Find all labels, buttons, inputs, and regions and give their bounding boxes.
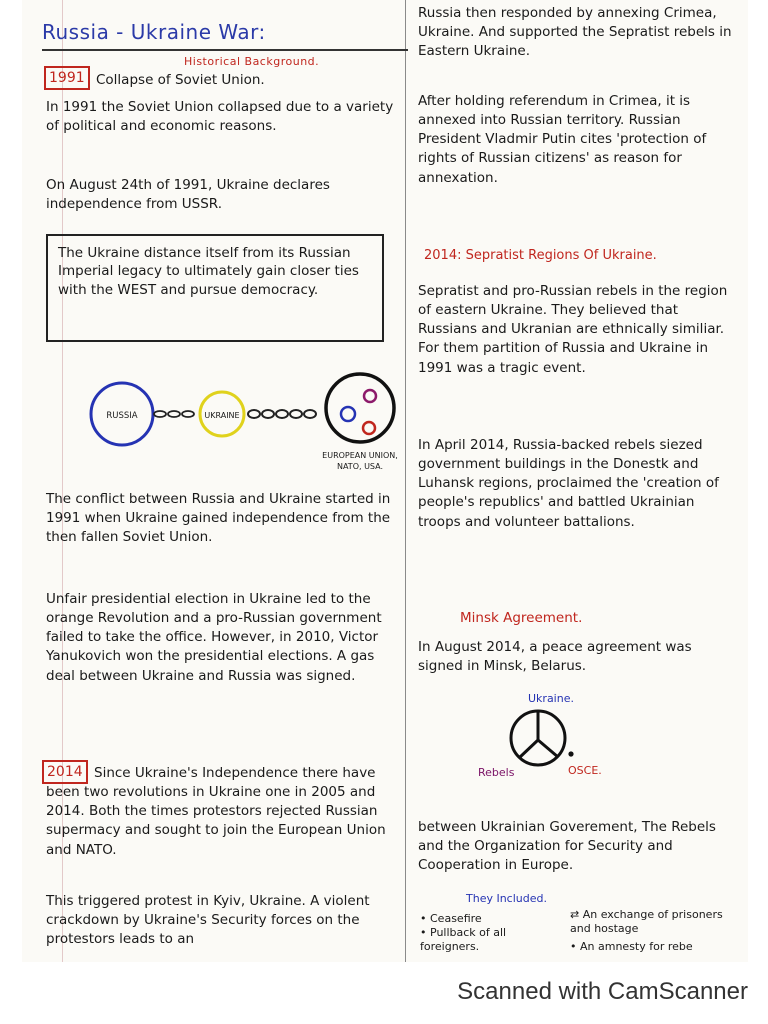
list-item: • Pullback of all foreigners. <box>420 925 507 953</box>
ukraine-label: UKRAINE <box>204 411 240 420</box>
para-election: Unfair presidential election in Ukraine led to the orange Revolution and a pro-Russian government failed to take the office. However, in 2010, Victor Yanukovich won the presidential elections. A gas deal between Ukraine and Russia was signed. <box>46 591 382 684</box>
collapse-heading: Collapse of Soviet Union. <box>96 72 265 88</box>
pie-dot <box>568 751 573 756</box>
minsk-pie-diagram <box>500 706 590 772</box>
heading-separatist-regions: 2014: Sepratist Regions Of Ukraine. <box>424 248 657 263</box>
para-2014: Since Ukraine's Independence there have been two revolutions in Ukraine one in 2005 and 2014. Both the times protestors rejected Russian supermacy and sought to join the European Union and NATO. <box>46 765 386 858</box>
para-1991: In 1991 the Soviet Union collapsed due to a variety of political and economic reasons. <box>46 99 394 135</box>
pie-divider-left <box>519 740 538 758</box>
blue-dot <box>341 407 355 421</box>
para-separatist: Sepratist and pro-Russian rebels in the region of eastern Ukraine. They believed that Russians and Ukranian are ethnically similiar. For them partition of Russia and Ukraine in 1991 was a tragic event. <box>418 283 728 376</box>
para-conflict: The conflict between Russia and Ukraine started in 1991 when Ukraine gained independence from the then fallen Soviet Union. <box>46 491 391 546</box>
list-item: • An amnesty for rebe <box>570 939 693 953</box>
pie-label-rebels: Rebels <box>478 766 515 779</box>
heading-minsk: Minsk Agreement. <box>460 610 583 626</box>
pie-label-osce: OSCE. <box>568 764 602 777</box>
red-dot <box>363 422 375 434</box>
para-crimea: Russia then responded by annexing Crimea, Ukraine. And supported the Sepratist rebels in Eastern Ukraine. <box>418 5 732 60</box>
chain-right <box>248 410 316 418</box>
para-august: On August 24th of 1991, Ukraine declares independence from USSR. <box>46 177 330 213</box>
they-included: They Included. <box>466 892 547 905</box>
box-note: The Ukraine distance itself from its Russian Imperial legacy to ultimately gain closer ties with the WEST and pursue democracy. <box>46 234 384 342</box>
eu-label: EUROPEAN UNION, NATO, USA. <box>322 451 398 472</box>
pie-divider-right <box>538 740 558 757</box>
para-april: In April 2014, Russia-backed rebels siezed government buildings in the Donestk and Luhansk regions, proclaimed the 'creation of people's republics' and battled Ukrainian troops and volunteer battalions. <box>418 437 719 530</box>
para-protest: This triggered protest in Kyiv, Ukraine. A violent crackdown by Ukraine's Security forces on the protestors leads to an <box>46 893 370 948</box>
page-title: Russia - Ukraine War: <box>42 20 266 44</box>
para-parties: between Ukrainian Goverement, The Rebels and the Organization for Security and Cooperation in Europe. <box>418 819 716 874</box>
eu-circle <box>326 374 394 442</box>
footer <box>0 978 768 1018</box>
subtitle: Historical Background. <box>184 55 320 68</box>
russia-label: RUSSIA <box>106 411 138 421</box>
included-list-right <box>570 908 742 953</box>
included-list-left <box>420 912 560 953</box>
para-minsk: In August 2014, a peace agreement was signed in Minsk, Belarus. <box>418 639 692 675</box>
para-referendum: After holding referendum in Crimea, it is annexed into Russian territory. Russian President Vladmir Putin cites 'protection of rights of Russian citizens' as reason for annexation. <box>418 93 707 186</box>
scanner-watermark: Scanned with CamScanner <box>457 978 748 1005</box>
tag-1991: 1991 <box>44 66 90 90</box>
list-item: • Ceasefire <box>420 912 482 925</box>
title-underline <box>42 49 408 51</box>
tag-2014: 2014 <box>42 760 88 784</box>
pie-label-ukraine: Ukraine. <box>528 692 574 705</box>
list-item: ⇄ An exchange of prisoners and hostage <box>570 908 723 935</box>
chain-left <box>154 411 194 417</box>
purple-dot <box>364 390 376 402</box>
